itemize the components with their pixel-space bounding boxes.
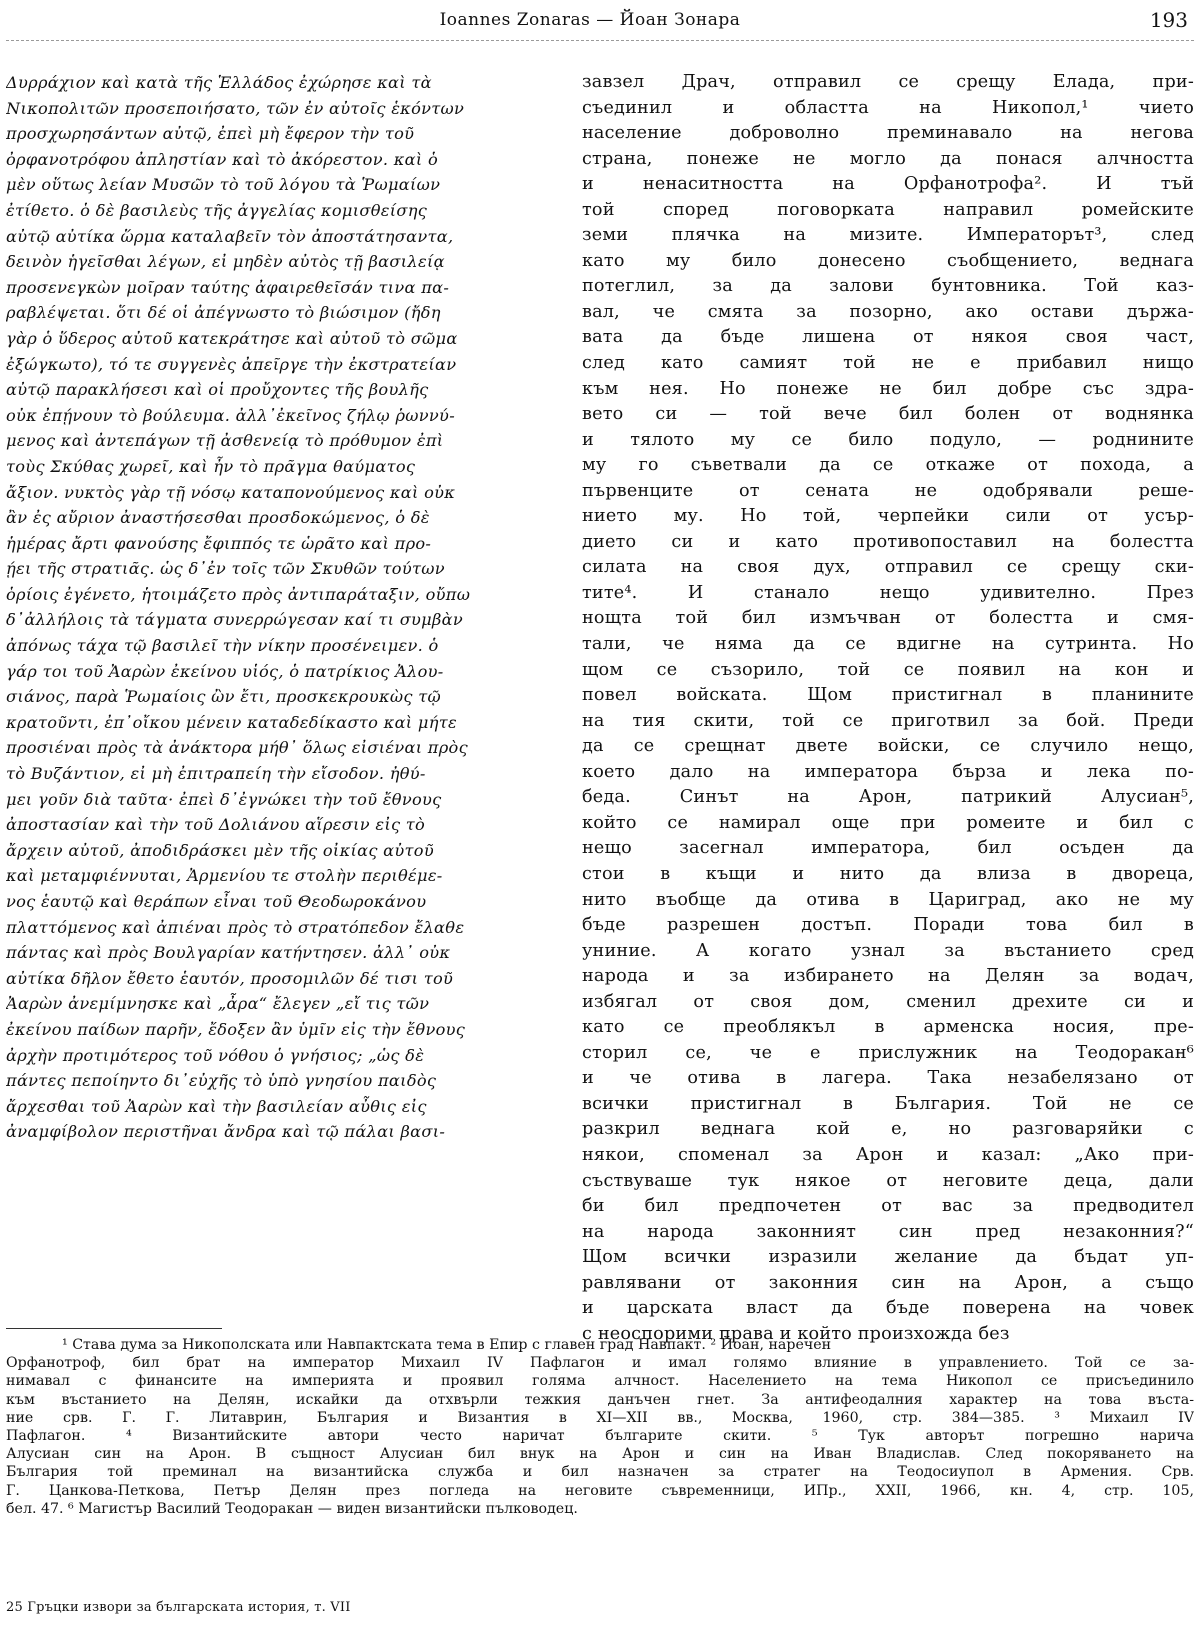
greek-text-line: σιάνος, παρὰ Ῥωμαίοις ὢν ἔτι, προσκεκρουκὼς τῷ (6, 687, 441, 707)
greek-text-line: τοὺς Σκύθας χωρεῖ, καὶ ἦν τὸ πρᾶγμα θαύματος (6, 456, 416, 476)
greek-text-line: προσενεγκὼν μοῖραν ταύτης ἀφαιρεθεῖσάν τινα πα- (6, 277, 450, 297)
greek-text-line: ἀναμφίβολον περιστῆναι ἄνδρα καὶ τῷ πάλαι βασι- (6, 1122, 446, 1142)
footnote-line: ние срв. Г. Г. Литаврин, България и Византия в XI—XII вв., Москва, 1960, стр. 384—385. ³ Михаил IV (6, 1409, 1194, 1426)
greek-text-line: πάντας καὶ πρὸς Βουλγαρίαν κατήντησεν. ἀλλ᾽ οὐκ (6, 943, 451, 963)
footnote-line: България той преминал на византийска служба и бил назначен за стратег на Теодосиупол в Армения. Срв. (6, 1464, 1194, 1481)
greek-text-line: καὶ μεταμφιέννυται, Ἀρμενίου τε στολὴν περιθέμε- (6, 866, 443, 886)
bulgarian-text-line: беда. Синът на Арон, патрикий Алусиан⁵, (582, 787, 1194, 808)
bulgarian-text-line: завзел Драч, отправил се срещу Елада, при- (582, 72, 1194, 92)
greek-text-line: προσχωρησάντων αὐτῷ, ἐπεὶ μὴ ἔφερον τὴν τοῦ (6, 124, 415, 144)
bulgarian-text-line: разкрил веднага кой е, но разговаряйки с (582, 1119, 1194, 1140)
bulgarian-text-line: Щом всички изразили желание да бъдат уп- (582, 1247, 1194, 1268)
bulgarian-text-line: страна, понеже не могло да понася алчността (582, 148, 1194, 169)
footnote-line: Алусиан син на Арон. В същност Алусиан бил внук на Арон и син на Иван Владислав. След покоряването на (6, 1446, 1194, 1463)
greek-text-line: προσιέναι πρὸς τὰ ἀνάκτορα μήθ᾽ ὅλως εἰσιέναι πρὸς (6, 738, 468, 758)
bulgarian-text-line: и че отива в лагера. Така незабелязано от (582, 1068, 1194, 1089)
greek-text-line: πλαττόμενος καὶ ἀπιέναι πρὸς τὸ στρατόπεδον ἔλαθε (6, 917, 465, 937)
bulgarian-text-line: и тялото му се било подуло, — роднините (582, 429, 1194, 450)
bulgarian-text-line: щом се съзорило, той се появил на кон и (582, 659, 1194, 680)
greek-text-line: ὀρφανοτρόφου ἀπληστίαν καὶ τὸ ἀκόρεστον. καὶ ὁ (6, 149, 439, 169)
greek-text-line: ἂν ἐς αὔριον ἀναστήσεσθαι προσδοκώμενος, ὁ δὲ (6, 508, 430, 528)
running-head: Ioannes Zonaras — Йоан Зонара (439, 10, 741, 30)
bulgarian-text-line: тите⁴. И станало нещо удивително. През (582, 582, 1194, 603)
bulgarian-text-line: униние. А когато узнал за въстанието сред (582, 940, 1194, 961)
bulgarian-text-line: народа и за избирането на Делян за водач, (582, 966, 1194, 987)
greek-text-line: μει γοῦν διὰ ταῦτα· ἐπεὶ δ᾽ἐγνώκει τὴν τοῦ ἔθνους (6, 789, 442, 809)
greek-text-line: ἄρχεσθαι τοῦ Ἀαρὼν καὶ τὴν βασιλείαν αὖθις εἰς (6, 1096, 427, 1116)
bulgarian-text-line: съствуваше тук някое от неговите деца, дали (582, 1170, 1194, 1191)
footnote-line: към въстанието на Делян, искайки да отхвърли тежкия данъчен гнет. За антифеодалния характер на това въста- (6, 1391, 1194, 1408)
bulgarian-text-line: и ненаситността на Орфанотрофа². И тъй (582, 174, 1194, 195)
header-rule (6, 40, 1194, 41)
greek-text-line: ἐκείνου παίδων παρῆν, ἔδοξεν ἂν ὑμῖν εἰς τὴν ἔθνους (6, 1019, 466, 1039)
greek-text-line: Νικοπολιτῶν προσεποιήσατο, τῶν ἐν αὐτοῖς ἑκόντων (6, 98, 465, 118)
greek-text-column (6, 70, 544, 1145)
greek-text-line: γάρ τοι τοῦ Ἀαρὼν ἐκείνου υἱός, ὁ πατρίκιος Ἀλου- (6, 661, 444, 681)
greek-text-line: Δυρράχιον καὶ κατὰ τῆς Ἑλλάδος ἐχώρησε καὶ τὰ (6, 73, 432, 92)
bulgarian-text-line: тали, че няма да се вдигне на сутринта. Но (582, 634, 1194, 655)
greek-text-line: μενος καὶ ἀντεπάγων τῇ ἀσθενείᾳ τὸ πρόθυμον ἐπὶ (6, 431, 444, 451)
bulgarian-text-line: вето си — той вече бил болен от воднянка (582, 404, 1194, 425)
greek-text-line: νος ἑαυτῷ καὶ θεράπων εἶναι τοῦ Θεοδωροκάνου (6, 892, 427, 911)
greek-text-line: ἄρχειν αὐτοῦ, ἀποδιδράσκει μὲν τῆς οἰκίας αὐτοῦ (6, 840, 434, 860)
page-header (0, 6, 1200, 36)
bulgarian-text-line: вата да бъде лишена от някоя своя част, (582, 327, 1194, 348)
footnote-line: Г. Цанкова-Петкова, Петър Делян през погледа на неговите съвременници, ИПр., XXII, 1966, кн. 4, стр. 105, (6, 1482, 1194, 1499)
bulgarian-text-line: нито въобще да отива в Цариград, ако не му (582, 889, 1194, 910)
bulgarian-text-line: всички пристигнал в България. Той не се (582, 1093, 1194, 1114)
greek-text-line: αὐτῷ αὐτίκα ὥρμα καταλαβεῖν τὸν ἀποστάτησαντα, (6, 226, 454, 246)
greek-text-line: ῄει τῆς στρατιᾶς. ὡς δ᾽ἐν τοῖς τῶν Σκυθῶν τούτων (6, 559, 445, 579)
greek-text-line: ὁρίοις ἐγένετο, ἡτοιμάζετο πρὸς ἀντιπαράταξιν, οὔπω (6, 584, 471, 604)
bulgarian-text-line: би бил предпочетен от вас за предводител (582, 1196, 1194, 1217)
bulgarian-text-line: избягал от своя дом, сменил дрехите си и (582, 991, 1194, 1012)
footnote-line: Орфанотроф, бил брат на император Михаил IV Пафлагон и имал голямо влияние в управлението. Той се за- (6, 1355, 1194, 1372)
greek-text-line: πάντες πεποίηντο δι᾽εὐχῆς τὸ ὑπὸ γνησίου παιδὸς (6, 1071, 437, 1091)
greek-text-line: τὸ Βυζάντιον, εἰ μὴ ἐπιτραπείη τὴν εἴσοδον. ἠθύ- (6, 764, 426, 784)
footnote-separator (6, 1328, 222, 1329)
bulgarian-text-line: нещо засегнал императора, бил осъден да (582, 838, 1194, 859)
bulgarian-text-line: което дало на императора бърза и лека по- (582, 761, 1194, 782)
printer-signature: 25 Гръцки извори за българската история, т. VII (6, 1600, 351, 1615)
greek-text-line: ἡμέρας ἄρτι φανούσης ἔφιππός τε ὡρᾶτο καὶ προ- (6, 533, 432, 553)
bulgarian-text-line: и царската власт да бъде поверена на човек (582, 1298, 1194, 1319)
bulgarian-text-line: като му било донесено съобщението, веднага (582, 250, 1194, 271)
greek-text-line: ἄξιον. νυκτὸς γὰρ τῇ νόσῳ καταπονούμενος καὶ οὐκ (6, 482, 456, 502)
bulgarian-text-line: нощта той бил измъчван от болестта и смя- (582, 608, 1194, 629)
footnote-line: ¹ Става дума за Никополската или Навпактската тема в Епир с главен град Навпакт. ² Йоан, наречен (62, 1337, 832, 1353)
bulgarian-text-line: сторил се, че е прислужник на Теодоракан⁶ (582, 1042, 1194, 1063)
bulgarian-text-line: с неоспорими права и който произхожда без (582, 1323, 1010, 1344)
bulgarian-text-line: силата на своя дух, отправил се срещу ски- (582, 557, 1194, 578)
greek-text-line: δ᾽ἀλλήλοις τὰ τάγματα συνερρώγεσαν καί τι συμβὰν (6, 610, 464, 630)
footnotes (6, 1336, 1194, 1518)
footnote-line: бел. 47. ⁶ Магистър Василий Теодоракан — виден византийски пълководец. (6, 1500, 578, 1517)
bulgarian-text-line: бъде разрешен достъп. Поради това бил в (582, 915, 1194, 936)
greek-text-line: οὐκ ἐπῄνουν τὸ βούλευμα. ἀλλ᾽ἐκεῖνος ζήλῳ ῥωννύ- (6, 405, 455, 425)
bulgarian-text-line: земи плячка на мизите. Императорът³, след (582, 225, 1194, 246)
bulgarian-text-line: дието си и като противопоставил на болестта (582, 531, 1194, 552)
greek-text-line: δεινὸν ἡγεῖσθαι λέγων, εἰ μηδὲν αὐτὸς τῇ βασιλείᾳ (6, 252, 445, 272)
bulgarian-text-line: му го съветвали да се откаже от похода, а (582, 455, 1194, 476)
bulgarian-text-line: към нея. Но понеже не бил добре със здра- (582, 378, 1194, 399)
bulgarian-text-line: население доброволно преминавало на негова (582, 123, 1194, 144)
greek-text-line: γὰρ ὁ ὕδερος αὐτοῦ κατεκράτησε καὶ αὐτοῦ τὸ σῶμα (6, 328, 458, 348)
bulgarian-text-line: вал, че смята за позорно, ако остави държа- (582, 301, 1194, 322)
greek-text-line: αὐτῷ παρακλήσεσι καὶ οἱ προὔχοντες τῆς βουλῆς (6, 380, 429, 400)
bulgarian-text-line: той според поговорката направил ромейските (582, 199, 1194, 220)
bulgarian-text-line: като се преоблякъл в арменска носия, пре- (582, 1017, 1194, 1038)
bulgarian-text-line: да се срещнат двете войски, се случило нещо, (582, 736, 1194, 757)
greek-text-line: κρατοῦντι, ἐπ᾽οἴκου μένειν καταδεδίκαστο καὶ μήτε (6, 712, 457, 732)
greek-text-line: ἐτίθετο. ὁ δὲ βασιλεὺς τῆς ἀγγελίας κομισθείσης (6, 200, 428, 220)
footnote-line: Пафлагон. ⁴ Византийските автори често наричат българите скити. ⁵ Тук авторът погрешно нарича (6, 1427, 1194, 1444)
bulgarian-text-line: някои, споменал за Арон и казал: „Ако при- (582, 1144, 1194, 1165)
bulgarian-text-line: нието му. Но той, черпейки сили от усър- (582, 506, 1194, 527)
bulgarian-text-line: съединил и областта на Никопол,¹ чието (582, 97, 1194, 118)
greek-text-line: αὐτίκα δῆλον ἔθετο ἑαυτόν, προσομιλῶν δέ τισι τοῦ (6, 968, 454, 988)
bulgarian-text-line: след като самият той не е прибавил нищо (582, 353, 1194, 374)
footnote-line: нимавал с финансите на империята и проявил голяма алчност. Населението на тема Никопол се присъединило (6, 1373, 1194, 1390)
bulgarian-text-line: първенците от сената не одобрявали реше- (582, 480, 1194, 501)
greek-text-line: ἀποστασίαν καὶ τὴν τοῦ Δολιάνου αἵρεσιν εἰς τὸ (6, 815, 426, 835)
bulgarian-text-line: стои в къщи и нито да влиза в двореца, (582, 863, 1194, 884)
greek-text-line: Ἀαρὼν ἀνεμίμνησκε καὶ „ἆρα“ ἔλεγεν „εἴ τις τῶν (6, 994, 430, 1014)
greek-text-line: ἀρχὴν προτιμότερος τοῦ νόθου ὁ γνήσιος; „ὡς δὲ (6, 1045, 425, 1065)
greek-text-line: ἐξώγκωτο), τό τε συγγενὲς ἀπεῖργε τὴν ἐκστρατείαν (6, 354, 457, 374)
bulgarian-text-column (582, 70, 1194, 1347)
greek-text-line: ἀπόνως τάχα τῷ βασιλεῖ τὴν νίκην προσένειμεν. ὁ (6, 636, 439, 656)
bulgarian-text-line: на народа законният син пред незаконния?“ (582, 1221, 1194, 1242)
greek-text-line: μὲν οὕτως λείαν Μυσῶν τὸ τοῦ λόγου τὰ Ῥωμαίων (6, 175, 441, 195)
greek-text-line: ραβλέψεται. ὅτι δέ οἱ ἀπέγνωστο τὸ βιώσιμον (ἤδη (6, 303, 441, 323)
bulgarian-text-line: потеглил, за да залови бунтовника. Той каз- (582, 276, 1194, 297)
bulgarian-text-line: който се намирал още при ромеите и бил с (582, 812, 1194, 833)
page-number: 193 (1149, 8, 1188, 32)
bulgarian-text-line: равлявани от законния син на Арон, а също (582, 1272, 1194, 1293)
bulgarian-text-line: на тия скити, той се приготвил за бой. Преди (582, 710, 1194, 731)
bulgarian-text-line: повел войската. Щом пристигнал в планините (582, 685, 1194, 706)
